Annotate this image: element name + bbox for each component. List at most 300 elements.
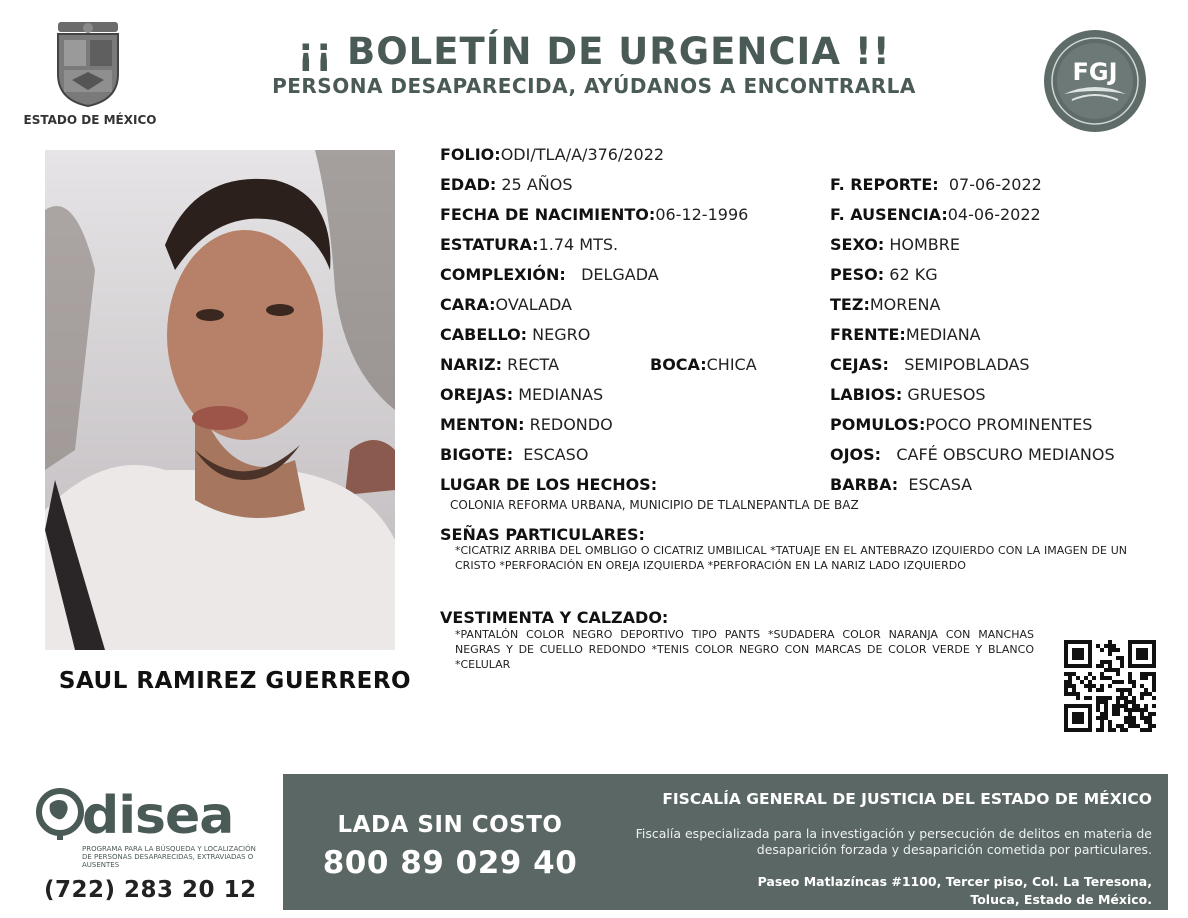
qr-module [1064, 684, 1068, 688]
qr-module [1128, 700, 1132, 704]
qr-module [1072, 728, 1076, 732]
qr-module [1136, 648, 1140, 652]
qr-module [1128, 672, 1132, 676]
qr-module [1152, 680, 1156, 684]
qr-module [1088, 724, 1092, 728]
lugar-label: LUGAR DE LOS HECHOS: [440, 475, 658, 494]
qr-module [1148, 664, 1152, 668]
fgj-address-line-2: Toluca, Estado de México. [970, 892, 1152, 907]
qr-module [1128, 664, 1132, 668]
sexo-value: HOMBRE [889, 235, 960, 254]
qr-module [1132, 716, 1136, 720]
sexo-row [830, 235, 960, 254]
qr-module [1144, 656, 1148, 660]
qr-module [1144, 640, 1148, 644]
qr-module [1064, 708, 1068, 712]
qr-module [1088, 680, 1092, 684]
qr-module [1132, 720, 1136, 724]
qr-module [1076, 728, 1080, 732]
cejas-label: CEJAS: [830, 355, 889, 374]
orejas-label: OREJAS: [440, 385, 514, 404]
qr-module [1152, 704, 1156, 708]
qr-module [1140, 708, 1144, 712]
qr-module [1084, 640, 1088, 644]
qr-module [1128, 676, 1132, 680]
qr-module [1096, 728, 1100, 732]
qr-module [1112, 648, 1116, 652]
qr-module [1132, 708, 1136, 712]
folio-label: FOLIO: [440, 145, 501, 164]
qr-module [1072, 664, 1076, 668]
qr-module [1104, 676, 1108, 680]
qr-module [1104, 696, 1108, 700]
qr-module [1140, 692, 1144, 696]
qr-module [1116, 708, 1120, 712]
menton-row [440, 415, 613, 434]
qr-module [1152, 688, 1156, 692]
qr-module [1080, 664, 1084, 668]
qr-module [1152, 644, 1156, 648]
qr-module [1064, 644, 1068, 648]
menton-value: REDONDO [529, 415, 613, 434]
tez-label: TEZ: [830, 295, 870, 314]
qr-module [1116, 712, 1120, 716]
qr-module [1072, 640, 1076, 644]
qr-module [1136, 664, 1140, 668]
qr-module [1148, 716, 1152, 720]
qr-module [1108, 668, 1112, 672]
qr-module [1128, 688, 1132, 692]
qr-module [1120, 704, 1124, 708]
qr-module [1140, 712, 1144, 716]
qr-module [1120, 660, 1124, 664]
qr-module [1088, 708, 1092, 712]
qr-code[interactable] [1064, 640, 1156, 732]
cara-value: OVALADA [495, 295, 572, 314]
orejas-value: MEDIANAS [518, 385, 604, 404]
edad-row [440, 175, 572, 194]
qr-module [1068, 672, 1072, 676]
qr-module [1152, 672, 1156, 676]
qr-module [1148, 712, 1152, 716]
qr-module [1140, 664, 1144, 668]
qr-module [1088, 664, 1092, 668]
ausencia-value: 04-06-2022 [947, 205, 1041, 224]
labios-value: GRUESOS [907, 385, 986, 404]
cabello-row [440, 325, 590, 344]
qr-module [1080, 652, 1084, 656]
qr-module [1100, 672, 1104, 676]
qr-module [1064, 712, 1068, 716]
labios-row [830, 385, 986, 404]
boca-value: CHICA [706, 355, 757, 374]
bigote-label: BIGOTE: [440, 445, 514, 464]
qr-module [1116, 700, 1120, 704]
frente-row [830, 325, 981, 344]
ausencia-row [830, 205, 1041, 224]
pomulos-value: POCO PROMINENTES [925, 415, 1093, 434]
qr-module [1108, 684, 1112, 688]
qr-module [1076, 712, 1080, 716]
qr-module [1136, 652, 1140, 656]
qr-module [1088, 648, 1092, 652]
estado-de-mexico-shield-logo [52, 20, 124, 108]
qr-module [1088, 704, 1092, 708]
qr-module [1088, 720, 1092, 724]
nacimiento-label: FECHA DE NACIMIENTO: [440, 205, 656, 224]
barba-row [830, 475, 972, 494]
qr-module [1144, 708, 1148, 712]
qr-module [1096, 644, 1100, 648]
qr-module [1128, 720, 1132, 724]
qr-module [1144, 704, 1148, 708]
qr-module [1124, 720, 1128, 724]
folio-row [440, 145, 664, 164]
qr-module [1080, 712, 1084, 716]
qr-module [1072, 684, 1076, 688]
boca-label: BOCA: [650, 355, 707, 374]
qr-module [1144, 728, 1148, 732]
qr-module [1108, 728, 1112, 732]
qr-module [1088, 728, 1092, 732]
qr-module [1116, 648, 1120, 652]
peso-row [830, 265, 938, 284]
qr-module [1152, 656, 1156, 660]
pomulos-label: POMULOS: [830, 415, 926, 434]
qr-module [1128, 708, 1132, 712]
qr-module [1140, 728, 1144, 732]
qr-module [1128, 724, 1132, 728]
qr-module [1100, 676, 1104, 680]
qr-module [1068, 676, 1072, 680]
qr-module [1068, 684, 1072, 688]
qr-module [1064, 688, 1068, 692]
qr-module [1072, 648, 1076, 652]
qr-module [1108, 640, 1112, 644]
ojos-label: OJOS: [830, 445, 882, 464]
qr-module [1076, 704, 1080, 708]
qr-module [1132, 724, 1136, 728]
qr-module [1148, 672, 1152, 676]
qr-module [1096, 696, 1100, 700]
lada-number[interactable]: 800 89 029 40 [322, 845, 578, 881]
qr-module [1152, 712, 1156, 716]
qr-module [1072, 688, 1076, 692]
pomulos-row [830, 415, 1092, 434]
qr-module [1140, 656, 1144, 660]
bigote-value: ESCASO [523, 445, 589, 464]
qr-module [1132, 700, 1136, 704]
qr-module [1128, 660, 1132, 664]
qr-module [1140, 696, 1144, 700]
qr-module [1100, 660, 1104, 664]
qr-module [1120, 728, 1124, 732]
qr-module [1100, 700, 1104, 704]
qr-module [1100, 728, 1104, 732]
qr-module [1080, 656, 1084, 660]
qr-module [1112, 712, 1116, 716]
qr-module [1076, 676, 1080, 680]
nacimiento-row [440, 205, 748, 224]
qr-module [1080, 720, 1084, 724]
menton-label: MENTON: [440, 415, 525, 434]
qr-module [1152, 660, 1156, 664]
qr-module [1064, 652, 1068, 656]
qr-module [1152, 648, 1156, 652]
qr-module [1132, 664, 1136, 668]
qr-module [1064, 660, 1068, 664]
qr-module [1096, 704, 1100, 708]
qr-module [1136, 724, 1140, 728]
qr-module [1100, 696, 1104, 700]
qr-module [1096, 664, 1100, 668]
qr-module [1076, 656, 1080, 660]
qr-module [1124, 708, 1128, 712]
qr-module [1100, 688, 1104, 692]
cejas-value: SEMIPOBLADAS [904, 355, 1030, 374]
cara-label: CARA: [440, 295, 496, 314]
qr-module [1152, 684, 1156, 688]
qr-module [1076, 652, 1080, 656]
qr-module [1116, 696, 1120, 700]
qr-module [1104, 716, 1108, 720]
qr-module [1068, 692, 1072, 696]
qr-module [1112, 668, 1116, 672]
qr-module [1068, 664, 1072, 668]
qr-module [1104, 708, 1108, 712]
qr-module [1072, 720, 1076, 724]
qr-module [1100, 712, 1104, 716]
qr-module [1120, 680, 1124, 684]
qr-module [1088, 712, 1092, 716]
cabello-label: CABELLO: [440, 325, 528, 344]
qr-module [1080, 680, 1084, 684]
qr-module [1112, 680, 1116, 684]
qr-module [1072, 712, 1076, 716]
estatura-row [440, 235, 618, 254]
qr-module [1144, 652, 1148, 656]
complexion-label: COMPLEXIÓN: [440, 265, 566, 284]
qr-module [1064, 724, 1068, 728]
qr-module [1140, 676, 1144, 680]
sexo-label: SEXO: [830, 235, 885, 254]
qr-module [1100, 648, 1104, 652]
nariz-label: NARIZ: [440, 355, 503, 374]
qr-module [1100, 720, 1104, 724]
cabello-value: NEGRO [532, 325, 591, 344]
fgj-address [600, 873, 1152, 909]
qr-module [1104, 644, 1108, 648]
qr-module [1112, 708, 1116, 712]
reporte-label: F. REPORTE: [830, 175, 939, 194]
qr-module [1096, 708, 1100, 712]
qr-module [1140, 684, 1144, 688]
lada-label: LADA SIN COSTO [337, 812, 563, 838]
qr-module [1124, 716, 1128, 720]
cejas-row [830, 355, 1030, 374]
qr-module [1140, 648, 1144, 652]
qr-module [1132, 684, 1136, 688]
odisea-phone[interactable]: (722) 283 20 12 [44, 877, 257, 903]
reporte-value: 07-06-2022 [948, 175, 1042, 194]
qr-module [1096, 716, 1100, 720]
qr-module [1112, 728, 1116, 732]
qr-module [1084, 696, 1088, 700]
qr-module [1088, 716, 1092, 720]
qr-module [1064, 692, 1068, 696]
qr-module [1064, 728, 1068, 732]
qr-module [1084, 728, 1088, 732]
qr-module [1128, 652, 1132, 656]
qr-module [1144, 664, 1148, 668]
qr-module [1112, 704, 1116, 708]
lugar-value: COLONIA REFORMA URBANA, MUNICIPIO DE TLALNEPANTLA DE BAZ [450, 498, 859, 512]
qr-module [1148, 692, 1152, 696]
qr-module [1140, 672, 1144, 676]
qr-module [1140, 652, 1144, 656]
qr-module [1148, 724, 1152, 728]
qr-module [1128, 680, 1132, 684]
qr-module [1096, 688, 1100, 692]
qr-module [1144, 692, 1148, 696]
qr-module [1116, 656, 1120, 660]
qr-module [1092, 684, 1096, 688]
fgj-address-line-1: Paseo Matlazíncas #1100, Tercer piso, Col. La Teresona, [757, 874, 1152, 889]
odisea-program-text: PROGRAMA PARA LA BÚSQUEDA Y LOCALIZACIÓN DE PERSONAS DESAPARECIDAS, EXTRAVIADAS O AUSENTES [82, 845, 256, 869]
ojos-row [830, 445, 1115, 464]
qr-module [1088, 640, 1092, 644]
qr-module [1076, 696, 1080, 700]
qr-module [1152, 724, 1156, 728]
qr-module [1084, 684, 1088, 688]
senas-text: *CICATRIZ ARRIBA DEL OMBLIGO O CICATRIZ UMBILICAL *TATUAJE EN EL ANTEBRAZO IZQUIERDO CON LA IMAGEN DE UN CRISTO *PERFORACIÓN EN OREJA IZQUIERDA *PERFORACIÓN EN LA NARIZ LADO IZQUIERDO [455, 544, 1127, 572]
qr-module [1116, 688, 1120, 692]
vestimenta-heading: VESTIMENTA Y CALZADO: [440, 608, 669, 627]
qr-module [1144, 672, 1148, 676]
bulletin-title: ¡¡ BOLETÍN DE URGENCIA !! [297, 30, 891, 73]
qr-module [1080, 704, 1084, 708]
qr-module [1088, 656, 1092, 660]
complexion-row [440, 265, 659, 284]
qr-module [1148, 720, 1152, 724]
qr-module [1132, 704, 1136, 708]
qr-module [1084, 664, 1088, 668]
qr-module [1120, 688, 1124, 692]
qr-module [1148, 640, 1152, 644]
qr-module [1108, 660, 1112, 664]
qr-module [1100, 664, 1104, 668]
qr-module [1072, 716, 1076, 720]
qr-module [1088, 688, 1092, 692]
qr-module [1064, 672, 1068, 676]
qr-module [1076, 640, 1080, 644]
qr-module [1088, 652, 1092, 656]
qr-module [1152, 676, 1156, 680]
qr-module [1136, 656, 1140, 660]
qr-module [1092, 676, 1096, 680]
qr-module [1088, 696, 1092, 700]
bigote-row [440, 445, 588, 464]
senas-heading: SEÑAS PARTICULARES: [440, 525, 645, 544]
qr-module [1104, 660, 1108, 664]
qr-module [1128, 640, 1132, 644]
qr-module [1072, 704, 1076, 708]
qr-module [1116, 672, 1120, 676]
lugar-row [440, 475, 657, 494]
qr-module [1132, 640, 1136, 644]
qr-module [1068, 704, 1072, 708]
qr-module [1144, 720, 1148, 724]
qr-module [1120, 656, 1124, 660]
estatura-value: 1.74 MTS. [538, 235, 619, 254]
qr-module [1108, 696, 1112, 700]
odisea-logo-text: disea [82, 786, 234, 846]
labios-label: LABIOS: [830, 385, 903, 404]
qr-module [1120, 664, 1124, 668]
qr-module [1076, 648, 1080, 652]
qr-module [1128, 712, 1132, 716]
peso-value: 62 KG [889, 265, 938, 284]
qr-module [1124, 688, 1128, 692]
qr-module [1152, 696, 1156, 700]
qr-module [1124, 728, 1128, 732]
qr-module [1080, 716, 1084, 720]
qr-module [1108, 664, 1112, 668]
estatura-label: ESTATURA: [440, 235, 539, 254]
qr-module [1152, 640, 1156, 644]
qr-module [1108, 648, 1112, 652]
qr-module [1064, 716, 1068, 720]
qr-module [1072, 656, 1076, 660]
qr-module [1072, 652, 1076, 656]
qr-module [1116, 668, 1120, 672]
qr-module [1132, 680, 1136, 684]
qr-module [1104, 704, 1108, 708]
fgj-name: FISCALÍA GENERAL DE JUSTICIA DEL ESTADO DE MÉXICO [662, 790, 1152, 808]
qr-module [1064, 656, 1068, 660]
ausencia-label: F. AUSENCIA: [830, 205, 948, 224]
qr-module [1108, 724, 1112, 728]
qr-module [1124, 704, 1128, 708]
qr-module [1116, 704, 1120, 708]
qr-module [1072, 692, 1076, 696]
qr-module [1144, 648, 1148, 652]
vestimenta-text: *PANTALÓN COLOR NEGRO DEPORTIVO TIPO PANTS *SUDADERA COLOR NARANJA CON MANCHAS NEGRAS Y DE CUELLO REDONDO *TENIS COLOR NEGRO CON MARCAS DE COLOR VERDE Y BLANCO *CELULAR [455, 628, 1034, 671]
qr-module [1064, 648, 1068, 652]
qr-module [1104, 700, 1108, 704]
qr-module [1128, 716, 1132, 720]
nacimiento-value: 06-12-1996 [655, 205, 749, 224]
frente-value: MEDIANA [905, 325, 981, 344]
tez-value: MORENA [869, 295, 941, 314]
fgj-description: Fiscalía especializada para la investigación y persecución de delitos en materia de desaparición forzada y desaparición cometida por particulares. [635, 826, 1152, 857]
tez-row [830, 295, 940, 314]
nariz-row [440, 355, 559, 374]
qr-module [1132, 696, 1136, 700]
qr-module [1148, 728, 1152, 732]
qr-module [1100, 716, 1104, 720]
missing-person-photo [45, 150, 395, 650]
qr-module [1080, 728, 1084, 732]
orejas-row [440, 385, 603, 404]
qr-module [1100, 724, 1104, 728]
qr-module [1128, 644, 1132, 648]
qr-module [1140, 640, 1144, 644]
qr-module [1084, 704, 1088, 708]
odisea-pin-icon [36, 788, 84, 840]
qr-module [1144, 676, 1148, 680]
qr-module [1136, 708, 1140, 712]
